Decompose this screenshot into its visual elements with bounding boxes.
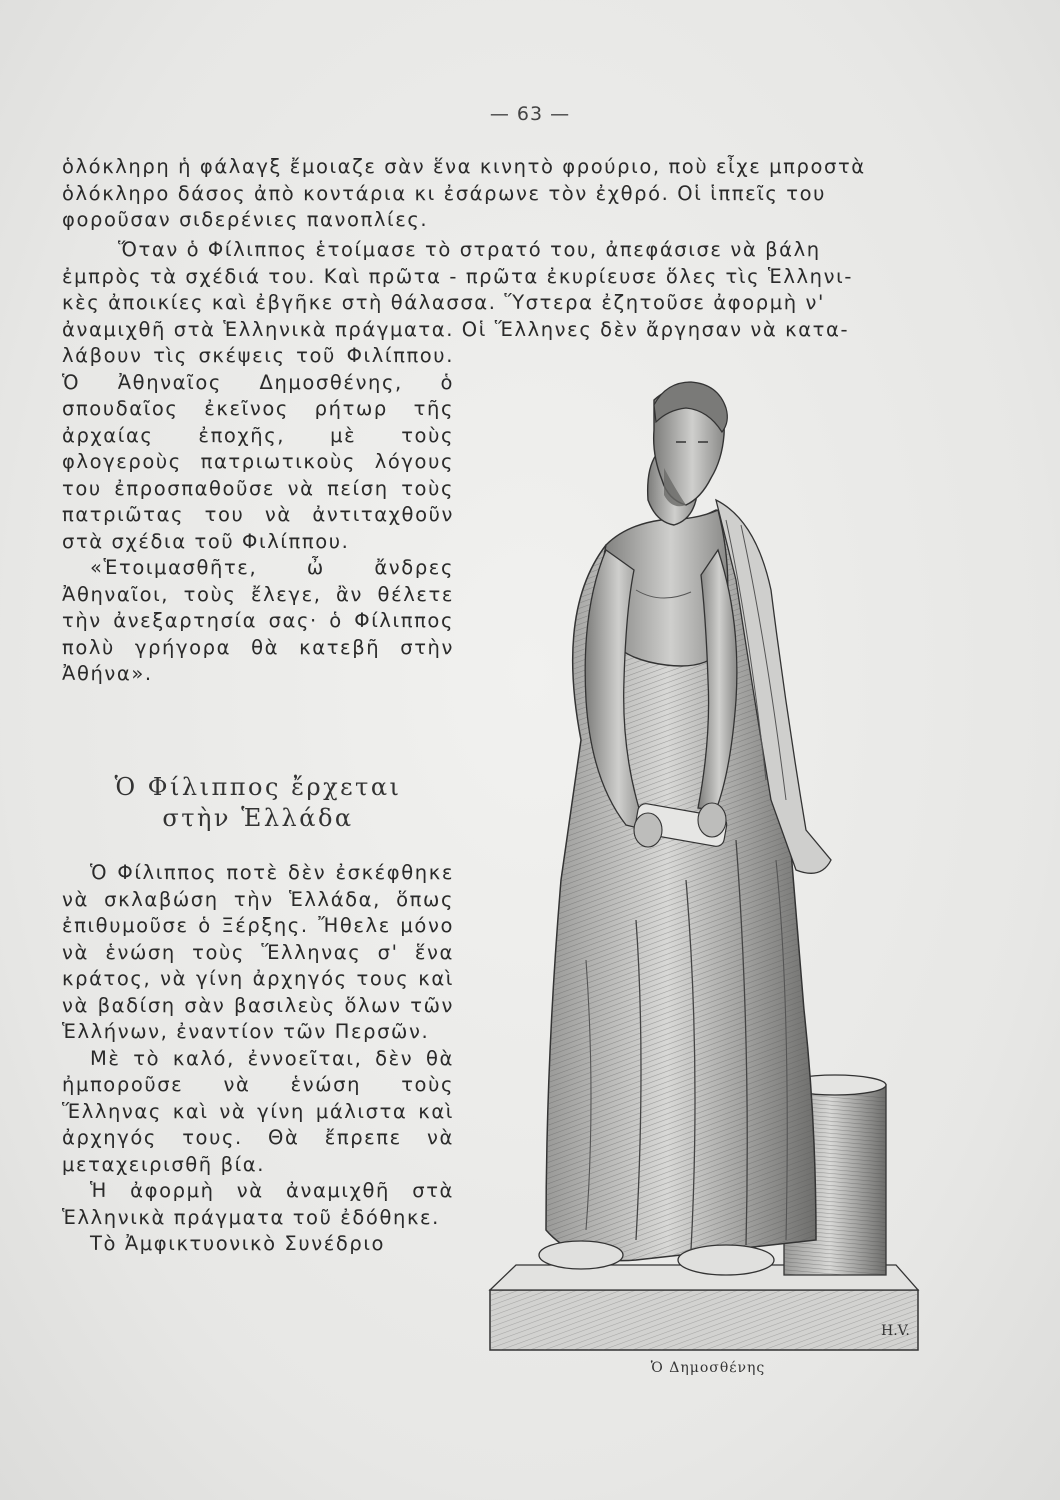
text-line: ὁλόκληρο δάσος ἀπὸ κοντάρια κι ἐσάρωνε τὸν ἐχθρό. Οἱ ἱππεῖς του: [62, 181, 827, 205]
quote-paragraph: «Ἑτοιμασθῆτε, ὦ ἄνδρες Ἀθηναῖοι, τοὺς ἔλεγε, ἂν θέλετε τὴν ἀνεξαρτησία σας· ὁ Φίλιππος πολὺ γρήγορα θὰ κατεβῆ στὴν Ἀθήνα».: [62, 556, 454, 685]
paragraph: Ὁ Φίλιππος ποτὲ δὲν ἐσκέφθηκε νὰ σκλαβώση τὴν Ἑλλάδα, ὅπως ἐπιθυμοῦσε ὁ Ξέρξης. Ἤθελε μόνο νὰ ἑνώση τοὺς Ἕλληνας σ' ἕνα κράτος, νὰ γίνη ἀρχηγός τους καὶ νὰ βαδίση σὰν βασιλεὺς ὅλων τῶν Ἑλλήνων, ἐναντίον τῶν Περσῶν.: [62, 861, 454, 1043]
text-line: ἐμπρὸς τὰ σχέδιά του. Καὶ πρῶτα - πρῶτα ἐκυρίευσε ὅλες τὶς Ἑλληνι-: [62, 264, 853, 288]
text-line: Ὅταν ὁ Φίλιππος ἑτοίμασε τὸ στρατό του, ἀπεφάσισε νὰ βάλη: [118, 238, 821, 261]
left-column-upper: [62, 343, 454, 688]
text-line: κὲς ἀποικίες καὶ ἐβγῆκε στὴ θάλασσα. Ὕστερα ἐζητοῦσε ἀφορμὴ ν': [62, 291, 825, 314]
paragraph: Ἡ ἀφορμὴ νὰ ἀναμιχθῆ στὰ Ἑλληνικὰ πράγματα τοῦ ἐδόθηκε.: [62, 1179, 454, 1229]
figure-caption: Ὁ Δημοσθένης: [650, 1360, 766, 1376]
heading-line-2: στὴν Ἑλλάδα: [162, 804, 354, 832]
demosthenes-statue-figure: [486, 360, 926, 1360]
statue-head: [648, 382, 728, 525]
statue-base: [490, 1265, 918, 1350]
text-line: ἀναμιχθῆ στὰ Ἑλληνικὰ πράγματα. Οἱ Ἕλληνες δὲν ἄργησαν νὰ κατα-: [62, 317, 850, 341]
paragraph: Μὲ τὸ καλό, ἐννοεῖται, δὲν θὰ ἠμποροῦσε νὰ ἑνώση τοὺς Ἕλληνας καὶ νὰ γίνη μάλιστα καὶ ἀρχηγός τους. Θὰ ἔπρεπε νὰ μεταχειρισθῆ βία.: [62, 1046, 454, 1176]
top-paragraph: [62, 154, 932, 234]
artist-signature: H.V.: [881, 1323, 910, 1339]
page-number: — 63 —: [489, 103, 571, 125]
heading-line-1: Ὁ Φίλιππος ἔρχεται: [114, 773, 402, 801]
text-line: ὁλόκληρη ἡ φάλαγξ ἔμοιαζε σὰν ἕνα κινητὸ φρούριο, ποὺ εἶχε μπροστὰ: [62, 155, 866, 178]
text-line: φοροῦσαν σιδερένιες πανοπλίες.: [62, 208, 429, 231]
second-paragraph: [62, 237, 932, 343]
left-column-lower: [62, 860, 454, 1258]
paragraph-continuation: λάβουν τὶς σκέψεις τοῦ Φιλίππου. Ὁ Ἀθηναῖος Δημοσθένης, ὁ σπουδαῖος ἐκεῖνος ρήτωρ τῆς ἀρχαίας ἐποχῆς, μὲ τοὺς φλογεροὺς πατριωτικοὺς λόγους του ἐπροσπαθοῦσε νὰ πείση τοὺς πατριῶτας του νὰ ἀντιταχθοῦν στὰ σχέδια τοῦ Φιλίππου.: [62, 344, 454, 553]
section-heading: [62, 772, 454, 834]
paragraph: Τὸ Ἀμφικτυονικὸ Συνέδριο: [90, 1232, 386, 1255]
statue-engraving: [486, 360, 926, 1360]
